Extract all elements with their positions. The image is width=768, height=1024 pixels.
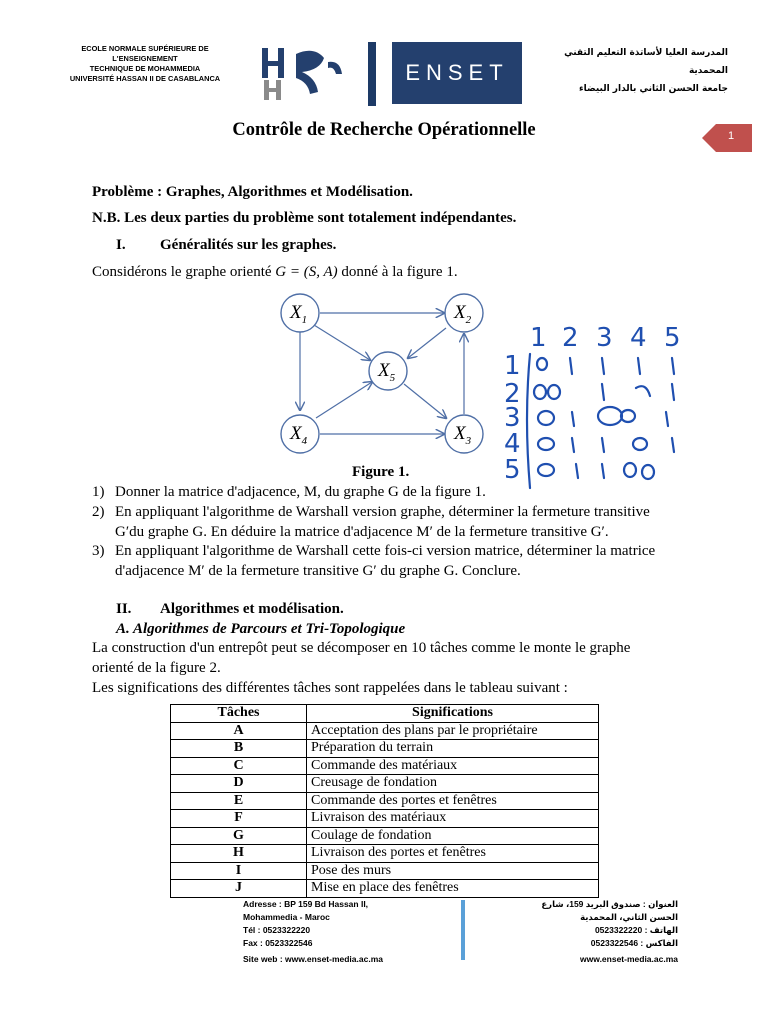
intro-text: Considérons le graphe orienté [92,264,276,280]
task-meaning: Commande des matériaux [307,757,599,775]
section-1-number: I. [116,237,126,253]
table-row [171,880,599,898]
table-row [171,810,599,828]
footer-line: Fax : 0523322546 [243,938,313,948]
page-number: 1 [727,130,735,142]
task-code: B [171,740,307,758]
table-row [171,757,599,775]
question-2-line-1: En appliquant l'algorithme de Warshall version graphe, déterminer la fermeture transitive [115,504,650,520]
intro-math: G = (S, A) [275,264,338,280]
section-1-title: Généralités sur les graphes. [160,237,337,253]
task-meaning: Coulage de fondation [307,827,599,845]
handwritten-matrix [500,318,700,498]
question-3-number: 3) [92,543,105,559]
task-code: I [171,862,307,880]
hw-row: 2 [504,379,521,409]
table-row [171,827,599,845]
task-meaning: Creusage de fondation [307,775,599,793]
task-meaning: Mise en place des fenêtres [307,880,599,898]
footer-divider [461,900,465,960]
edge-x5-x3 [404,384,446,418]
edge-x4-x5 [316,382,372,418]
edge-x1-x5 [314,325,370,360]
footer-line: العنوان : صندوق البريد 159، شارع [541,899,678,909]
node-x4-label: $X_4$ [290,423,308,447]
task-meaning: Pose des murs [307,862,599,880]
task-code: D [171,775,307,793]
table-row [171,740,599,758]
table-header-cell: Significations [307,705,599,723]
task-meaning: Préparation du terrain [307,740,599,758]
hw-col: 5 [664,323,681,353]
task-meaning: Livraison des portes et fenêtres [307,845,599,863]
intro-text: donné à la figure 1. [337,264,458,280]
header-line: المدرسة العليا لأساتذة التعليم التقني [564,48,728,58]
hw-col: 3 [596,323,613,353]
task-code: C [171,757,307,775]
node-x3-label: $X_3$ [454,423,472,447]
institution-name-ar [538,44,728,98]
question-2-line-2: G′du graphe G. En déduire la matrice d'adjacence M′ de la fermeture transitive G′. [115,524,609,540]
task-meaning: Acceptation des plans par le propriétaire [307,722,599,740]
graph-figure-1 [270,288,500,458]
header-line: UNIVERSITÉ HASSAN II DE CASABLANCA [69,74,221,83]
problem-title: Problème : Graphes, Algorithmes et Modélisation. [92,184,413,200]
document-title: Contrôle de Recherche Opérationnelle [232,120,536,140]
footer-line: Adresse : BP 159 Bd Hassan II, [243,899,369,909]
task-code: E [171,792,307,810]
subsection-a-title: A. Algorithmes de Parcours et Tri-Topologique [116,621,406,637]
figure-1-caption: Figure 1. [352,464,410,480]
header-line: المحمدية [688,66,728,76]
paragraph-3: Les significations des différentes tâches sont rappelées dans le tableau suivant : [92,680,568,696]
intro-paragraph [92,262,458,282]
hw-col: 1 [530,323,547,353]
section-2-title: Algorithmes et modélisation. [160,601,344,617]
university-logo [258,44,354,104]
header-line: TECHNIQUE DE MOHAMMEDIA [89,64,201,73]
footer-line: Tél : 0523322220 [243,925,311,935]
footer-website-link[interactable]: Site web : www.enset-media.ac.ma [243,954,383,964]
table-row [171,722,599,740]
table-row [171,775,599,793]
task-code: A [171,722,307,740]
footer-line: الهاتف : 0523322220 [594,925,678,935]
task-code: J [171,880,307,898]
hw-row: 3 [504,403,521,433]
footer-line: الفاكس : 0523322546 [590,938,678,948]
footer-line: Mohammedia - Maroc [243,912,330,922]
enset-logo [392,42,522,104]
header-line: جامعة الحسن الثاني بالدار البيضاء [579,84,728,94]
table-header-cell: Tâches [171,705,307,723]
hw-col: 2 [562,323,579,353]
table-row [171,845,599,863]
hw-col: 4 [630,323,647,353]
hw-row: 4 [504,429,521,459]
question-3-line-2: d'adjacence M′ de la fermeture transitive G′ du graphe G. Conclure. [115,563,521,579]
question-3-line-1: En appliquant l'algorithme de Warshall cette fois-ci version matrice, déterminer la matrice [115,543,656,559]
table-header-row [171,705,599,723]
hw-row: 5 [504,455,521,485]
hw-row: 1 [504,351,521,381]
task-code: G [171,827,307,845]
question-2-number: 2) [92,504,105,520]
enset-logo-text: ENSET [405,60,509,85]
section-2-number: II. [116,601,132,617]
header-divider [368,42,376,106]
paragraph-2-line-2: orienté de la figure 2. [92,660,221,676]
header-line: L'ENSEIGNEMENT [112,54,178,63]
footer-address-fr [243,898,368,950]
footer-website-link-ar[interactable]: www.enset-media.ac.ma [580,954,678,964]
institution-name-fr [52,44,238,84]
task-code: F [171,810,307,828]
paragraph-2-line-1: La construction d'un entrepôt peut se décomposer en 10 tâches comme le monte le graphe [92,640,631,656]
node-x2-label: $X_2$ [454,302,472,326]
task-meaning: Livraison des matériaux [307,810,599,828]
nb-note: N.B. Les deux parties du problème sont totalement indépendantes. [92,210,517,226]
node-x1-label: $X_1$ [290,302,308,326]
footer-line: الحسن الثاني، المحمدية [580,912,678,922]
task-meaning: Commande des portes et fenêtres [307,792,599,810]
table-row [171,862,599,880]
table-row [171,792,599,810]
question-1-number: 1) [92,484,105,500]
question-1-text: Donner la matrice d'adjacence, M, du graphe G de la figure 1. [115,484,486,500]
node-x5-label: $X_5$ [378,360,396,384]
footer-address-ar [478,898,678,950]
header-line: ECOLE NORMALE SUPÉRIEURE DE [81,44,209,53]
edge-x2-x5 [408,328,446,358]
tasks-table [170,704,599,898]
task-code: H [171,845,307,863]
